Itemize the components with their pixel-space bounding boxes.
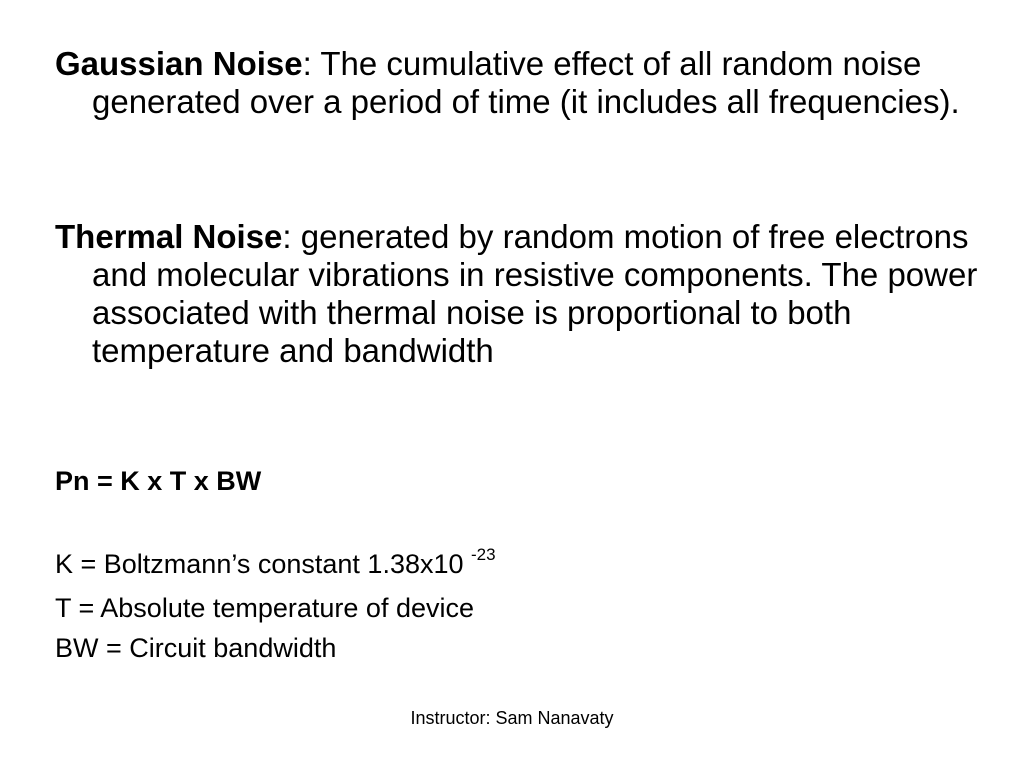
definition-k-text: K = Boltzmann’s constant 1.38x10 [55, 549, 472, 579]
definition-k-exponent: -23 [471, 545, 496, 564]
footer-instructor [0, 707, 1024, 729]
gaussian-noise-definition: : The cumulative effect of all random noise generated over a period of time (it includes all frequencies). [92, 45, 960, 120]
formula-definitions [55, 544, 496, 668]
thermal-noise-term: Thermal Noise [55, 218, 283, 255]
footer-instructor-text: Instructor: Sam Nanavaty [410, 708, 614, 728]
gaussian-noise-term: Gaussian Noise [55, 45, 303, 82]
definition-t: T = Absolute temperature of device [55, 593, 475, 623]
gaussian-noise-paragraph [55, 45, 1012, 121]
definition-k [55, 544, 496, 588]
thermal-noise-paragraph [55, 218, 1012, 370]
definition-bw: BW = Circuit bandwidth [55, 633, 337, 663]
power-formula: Pn = K x T x BW [55, 466, 262, 496]
thermal-noise-definition: : generated by random motion of free electrons and molecular vibrations in resistive components. The power associated with thermal noise is proportional to both temperature and bandwidth [92, 218, 978, 369]
